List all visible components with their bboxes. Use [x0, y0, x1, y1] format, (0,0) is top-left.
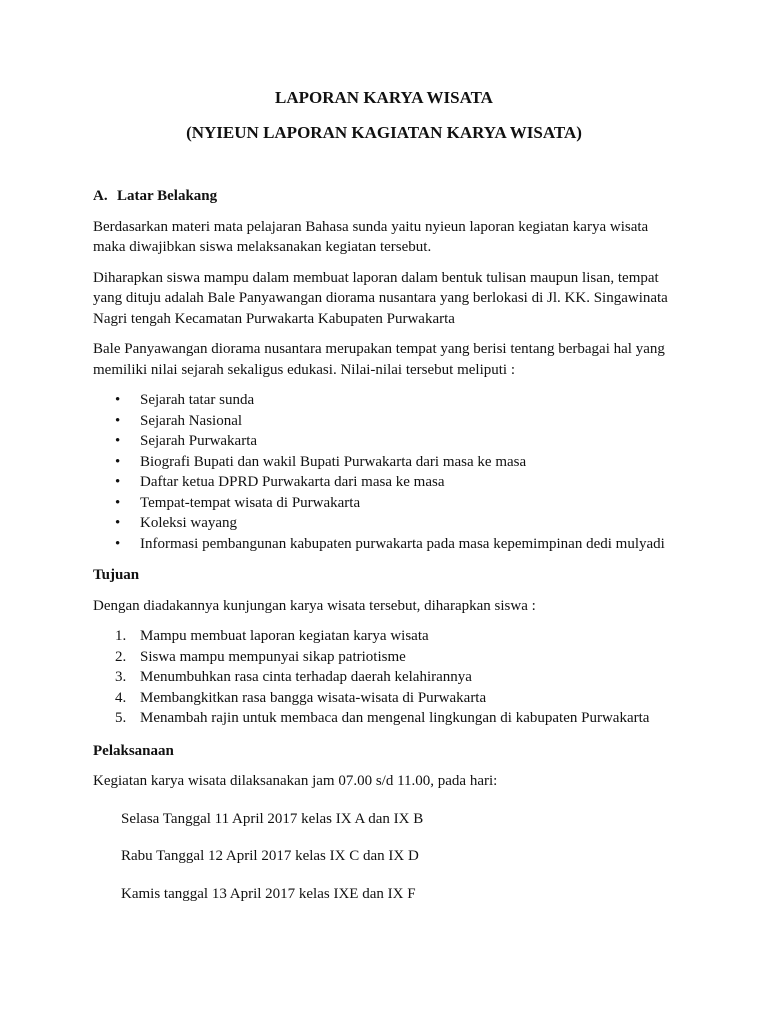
list-item: • Sejarah tatar sunda — [93, 390, 683, 411]
item-number: 2. — [115, 648, 127, 665]
item-number: 3. — [115, 669, 127, 685]
document-body — [93, 186, 683, 921]
bullet-icon: • — [115, 474, 121, 490]
schedule-line: Kamis tanggal 13 April 2017 kelas IXE dan IX F — [121, 885, 416, 902]
section-number: A. — [93, 188, 108, 204]
section-heading-latar-belakang — [93, 186, 683, 207]
list-item: 5. Menambah rajin untuk membaca dan mengenal lingkungan di kabupaten Purwakarta — [93, 708, 683, 729]
schedule-line: Rabu Tanggal 12 April 2017 kelas IX C dan IX D — [121, 848, 419, 864]
list-item: 4. Membangkitkan rasa bangga wisata-wisata di Purwakarta — [93, 688, 683, 709]
tujuan-intro: Dengan diadakannya kunjungan karya wisata tersebut, diharapkan siswa : — [93, 597, 536, 614]
item-number: 1. — [115, 628, 127, 644]
section-title: Latar Belakang — [117, 188, 218, 204]
item-number: 4. — [115, 689, 127, 706]
list-item: • Sejarah Nasional — [93, 411, 683, 432]
pelaksanaan-intro: Kegiatan karya wisata dilaksanakan jam 07.00 s/d 11.00, pada hari: — [93, 773, 498, 789]
title-block — [0, 86, 768, 145]
bullet-icon: • — [115, 494, 121, 511]
goals-list — [93, 626, 683, 729]
list-item: • Daftar ketua DPRD Purwakarta dari masa ke masa — [93, 472, 683, 493]
list-item: • Sejarah Purwakarta — [93, 431, 683, 452]
list-item: 2. Siswa mampu mempunyai sikap patriotisme — [93, 647, 683, 668]
document-subtitle: (NYIEUN LAPORAN KAGIATAN KARYA WISATA) — [186, 123, 582, 142]
paragraph: Bale Panyawangan diorama nusantara merupakan tempat yang berisi tentang berbagai hal yang memiliki nilai sejarah sekaligus edukasi. Nilai-nilai tersebut meliputi : — [93, 341, 665, 378]
tujuan-heading: Tujuan — [93, 567, 140, 583]
bullet-icon: • — [115, 535, 121, 552]
list-item: 1. Mampu membuat laporan kegiatan karya wisata — [93, 626, 683, 647]
list-item: • Koleksi wayang — [93, 513, 683, 534]
list-item: • Informasi pembangunan kabupaten purwakarta pada masa kepemimpinan dedi mulyadi — [93, 534, 683, 555]
schedule-line: Selasa Tanggal 11 April 2017 kelas IX A dan IX B — [121, 810, 424, 827]
document-title: LAPORAN KARYA WISATA — [275, 88, 493, 107]
bullet-icon: • — [115, 453, 121, 470]
values-list — [93, 390, 683, 554]
paragraph: Diharapkan siswa mampu dalam membuat laporan dalam bentuk tulisan maupun lisan, tempat yang dituju adalah Bale Panyawangan diorama nusantara yang berlokasi di Jl. KK. Singawinata Nagri tengah Kecamatan Purwakarta Kabupaten Purwakarta — [93, 269, 668, 327]
item-number: 5. — [115, 710, 127, 726]
pelaksanaan-heading: Pelaksanaan — [93, 742, 174, 759]
list-item: • Tempat-tempat wisata di Purwakarta — [93, 493, 683, 514]
paragraph: Berdasarkan materi mata pelajaran Bahasa sunda yaitu nyieun laporan kegiatan karya wisata maka diwajibkan siswa melaksanakan kegiatan tersebut. — [93, 218, 649, 255]
list-item: 3. Menumbuhkan rasa cinta terhadap daerah kelahirannya — [93, 667, 683, 688]
list-item: • Biografi Bupati dan wakil Bupati Purwakarta dari masa ke masa — [93, 452, 683, 473]
bullet-icon: • — [115, 433, 121, 449]
bullet-icon: • — [115, 515, 121, 531]
bullet-icon: • — [115, 392, 121, 408]
bullet-icon: • — [115, 412, 121, 429]
